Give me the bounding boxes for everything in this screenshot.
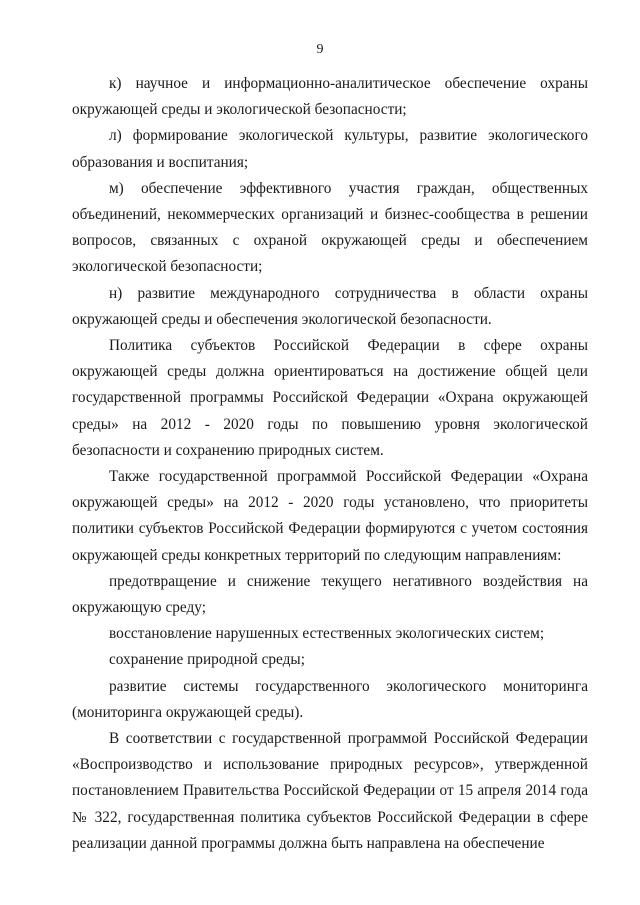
priority-item-restoration: восстановление нарушенных естественных экологических систем; — [109, 625, 545, 643]
priority-item-prevention: предотвращение и снижение текущего негативного воздействия на окружающую среду; — [72, 572, 588, 617]
paragraph-priorities: Также государственной программой Российской Федерации «Охрана окружающей среды» на 2012 - 2020 годы установлено, что приоритеты политики субъектов Российской Федерации формируются с учетом состояния окружающей среды конкретных территорий по следующим направлениям: — [72, 468, 588, 564]
paragraph-regional-policy: Политика субъектов Российской Федерации в сфере охраны окружающей среды должна ориентироваться на достижение общей цели государственной программы Российской Федерации «Охрана окружающей среды» на 2012 - 2020 годы по повышению уровня экологической безопасности и сохранению природных систем. — [72, 337, 588, 459]
paragraph-item-n: н) развитие международного сотрудничества в области охраны окружающей среды и обеспечения экологической безопасности. — [72, 284, 588, 328]
paragraph-resources-program: В соответствии с государственной программой Российской Федерации «Воспроизводство и использование природных ресурсов», утвержденной постановлением Правительства Российской Федерации от 15 апреля 2014 года № 322, государственная политика субъектов Российской Федерации в сфере реализации данной программы должна быть направлена на обеспечение — [72, 730, 588, 852]
page-number: 9 — [316, 42, 324, 57]
document-body — [72, 71, 588, 857]
paragraph-item-m: м) обеспечение эффективного участия граждан, общественных объединений, некоммерческих организаций и бизнес-сообщества в решении вопросов, связанных с охраной окружающей среды и обеспечением экологической безопасности; — [72, 179, 588, 276]
priority-item-monitoring: развитие системы государственного экологического мониторинга (мониторинга окружающей среды). — [72, 677, 588, 721]
paragraph-item-k: к) научное и информационно-аналитическое обеспечение охраны окружающей среды и экологической безопасности; — [72, 75, 588, 119]
paragraph-item-l: л) формирование экологической культуры, развитие экологического образования и воспитания; — [72, 127, 588, 171]
priority-item-preservation: сохранение природной среды; — [109, 651, 305, 669]
